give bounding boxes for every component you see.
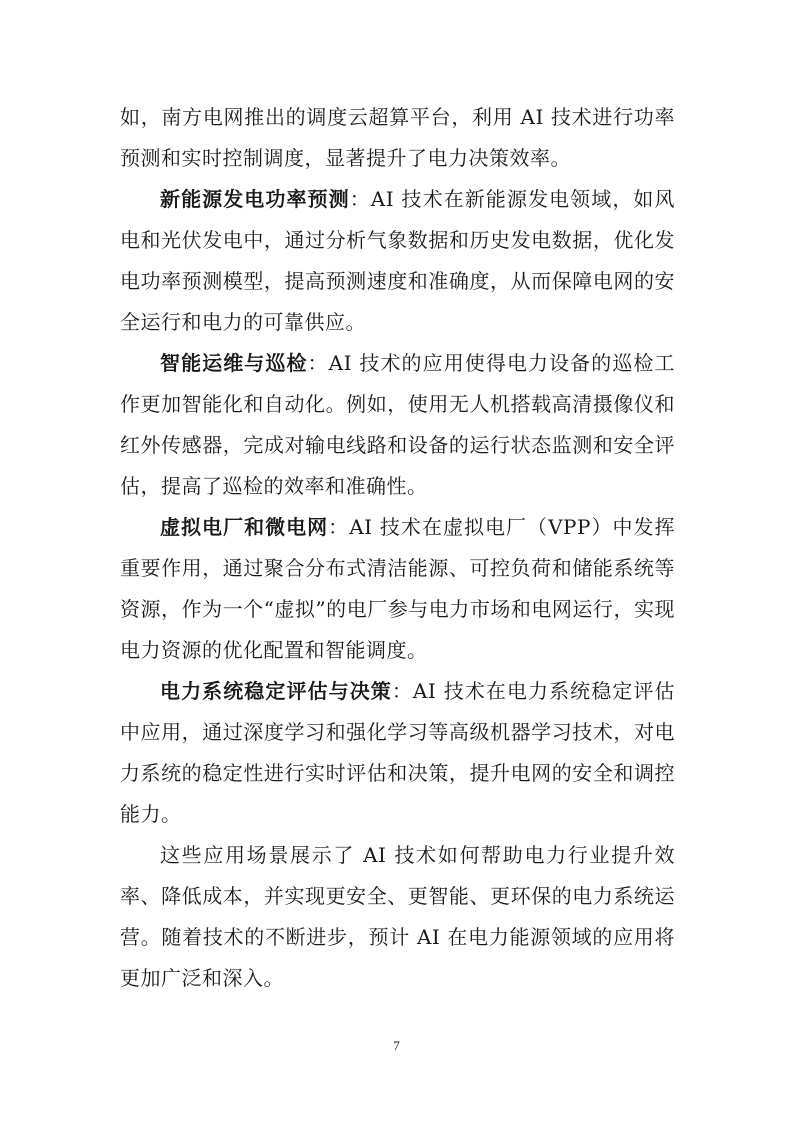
paragraph-new-energy-forecast	[120, 179, 675, 343]
paragraph-summary	[120, 835, 675, 999]
paragraph-text: ：AI 技术在新能源发电领域，如风电和光伏发电中，通过分析气象数据和历史发电数据，优化发电功率预测模型，提高预测速度和准确度，从而保障电网的安全运行和电力的可靠供应。	[120, 187, 675, 334]
paragraph-heading: 电力系统稳定评估与决策	[160, 679, 392, 703]
paragraph-heading: 虚拟电厂和微电网	[160, 515, 329, 539]
page-number: 7	[393, 1038, 400, 1053]
paragraph-text: ：AI 技术在电力系统稳定评估中应用，通过深度学习和强化学习等高级机器学习技术，对电力系统的稳定性进行实时评估和决策，提升电网的安全和调控能力。	[120, 679, 675, 826]
paragraph-smart-inspection	[120, 343, 675, 507]
body-text	[120, 97, 675, 999]
paragraph-text: 如，南方电网推出的调度云超算平台，利用 AI 技术进行功率预测和实时控制调度，显著提升了电力决策效率。	[120, 105, 675, 170]
paragraph-continuation	[120, 97, 675, 179]
paragraph-virtual-power-plant	[120, 507, 675, 671]
paragraph-heading: 智能运维与巡检	[160, 351, 308, 375]
paragraph-text: ：AI 技术的应用使得电力设备的巡检工作更加智能化和自动化。例如，使用无人机搭载高清摄像仪和红外传感器，完成对输电线路和设备的运行状态监测和安全评估，提高了巡检的效率和准确性。	[120, 351, 675, 498]
paragraph-text: ：AI 技术在虚拟电厂（VPP）中发挥重要作用，通过聚合分布式清洁能源、可控负荷和储能系统等资源，作为一个“虚拟”的电厂参与电力市场和电网运行，实现电力资源的优化配置和智能调度。	[120, 515, 676, 662]
paragraph-stability-assessment	[120, 671, 675, 835]
paragraph-text: 这些应用场景展示了 AI 技术如何帮助电力行业提升效率、降低成本，并实现更安全、更智能、更环保的电力系统运营。随着技术的不断进步，预计 AI 在电力能源领域的应用将更加广泛和深入。	[120, 843, 675, 990]
paragraph-heading: 新能源发电功率预测	[160, 187, 350, 211]
